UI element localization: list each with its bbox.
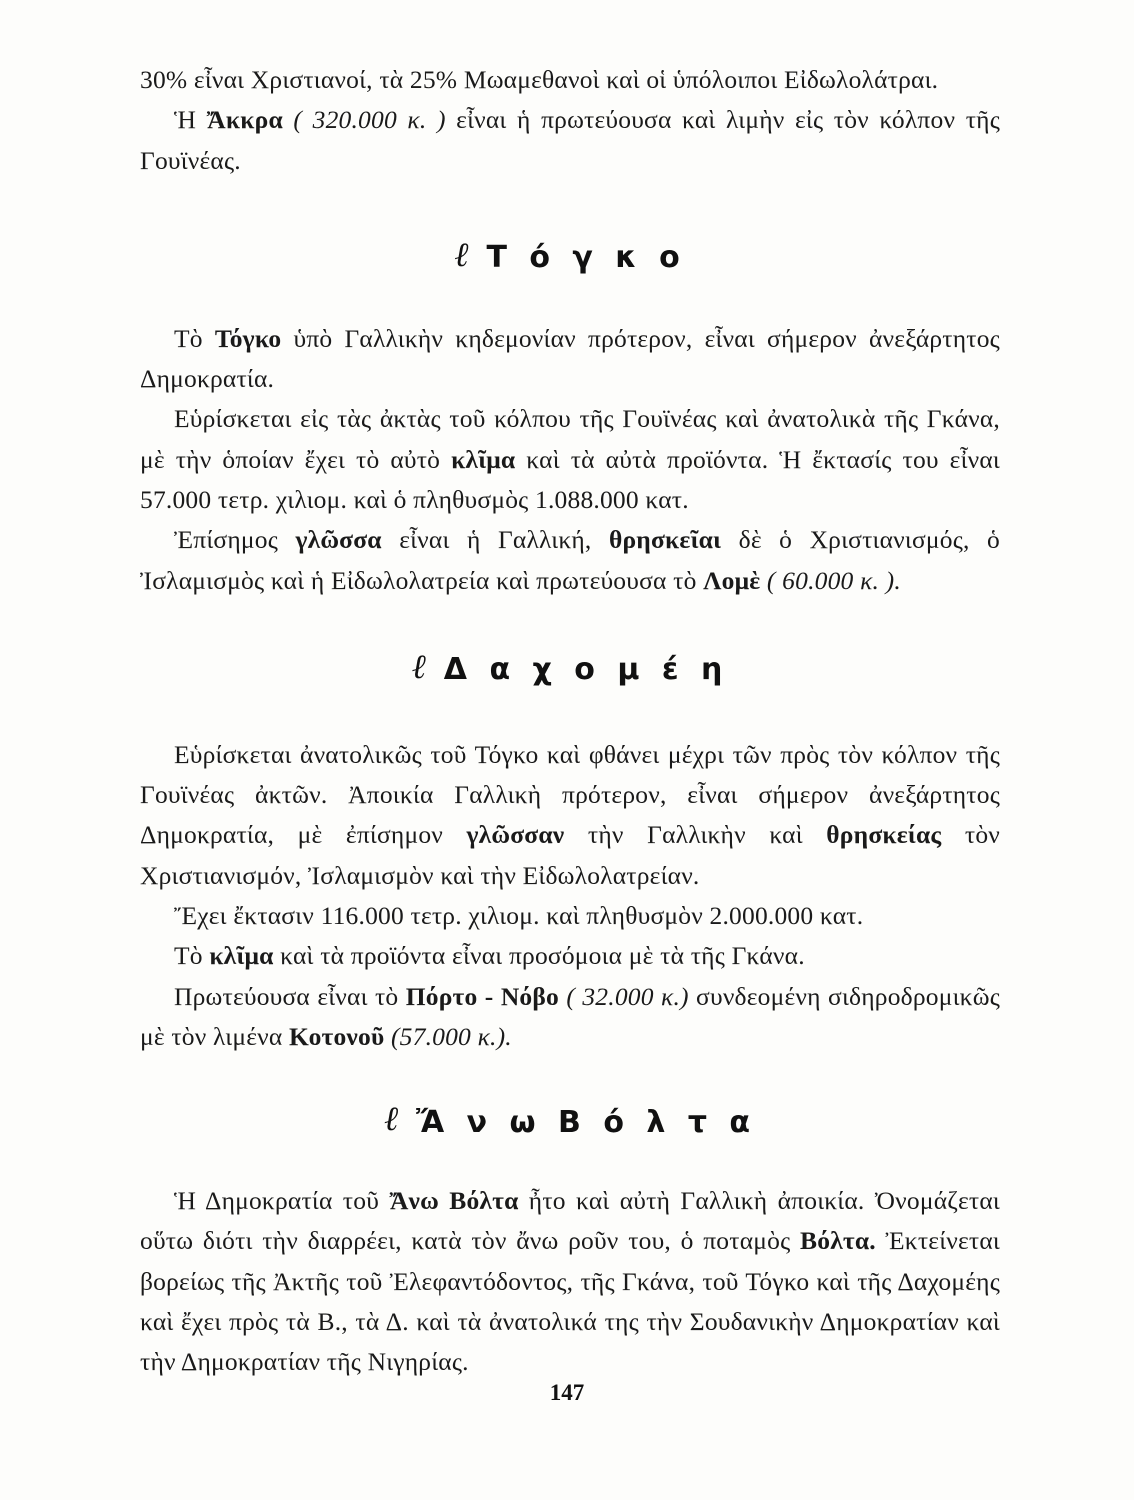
- heading-text-ano-volta: Ἄ ν ω Β ό λ τ α: [416, 1104, 757, 1140]
- intro-paragraph-1: 30% εἶναι Χριστιανοί, τὰ 25% Μωαμεθανοὶ καὶ οἱ ὑπόλοιποι Εἰδωλολάτραι.: [140, 65, 939, 94]
- flourish-icon: ℓ: [454, 236, 469, 274]
- page-content: [140, 60, 1000, 1382]
- togko-paragraph-2: Εὑρίσκεται εἰς τὰς ἀκτὰς τοῦ κόλπου τῆς Γουϊνέας καὶ ἀνατολικὰ τῆς Γκάνα, μὲ τὴν ὁποίαν ἔχει τὸ αὐτὸ κλῖμα καὶ τὰ αὐτὰ προϊόντα. Ἡ ἔκτασίς του εἶναι 57.000 τετρ. χιλιομ. καὶ ὁ πληθυσμὸς 1.088.000 κατ.: [140, 404, 1000, 514]
- dahomi-paragraph-2: Ἔχει ἔκτασιν 116.000 τετρ. χιλιομ. καὶ πληθυσμὸν 2.000.000 κατ.: [174, 900, 864, 930]
- section-heading-togko: [140, 236, 1000, 277]
- page-number: 147: [549, 1380, 585, 1405]
- dahomi-paragraph-3: Τὸ κλῖμα καὶ τὰ προϊόντα εἶναι προσόμοια μὲ τὰ τῆς Γκάνα.: [174, 941, 805, 971]
- dahomi-paragraph-4: Πρωτεύουσα εἶναι τὸ Πόρτο - Νόβο ( 32.000 κ.) συνδεομένη σιδηροδρομικῶς μὲ τὸν λιμένα Κοτονοῦ (57.000 κ.).: [140, 981, 1000, 1051]
- section-heading-dahomi: [140, 648, 1000, 689]
- dahomi-paragraph-1: Εὑρίσκεται ἀνατολικῶς τοῦ Τόγκο καὶ φθάνει μέχρι τῶν πρὸς τὸν κόλπον τῆς Γουϊνέας ἀκτῶν. Ἀποικία Γαλλικὴ πρότερον, εἶναι σήμερον ἀνεξάρτητος Δημοκρατία, μὲ ἐπίσημον γλῶσσαν τὴν Γαλλικὴν καὶ θρησκείας τὸν Χριστιανισμόν, Ἰσλαμισμὸν καὶ τὴν Εἰδωλολατρείαν.: [140, 739, 1000, 890]
- flourish-icon: ℓ: [411, 648, 426, 686]
- togko-paragraph-1: Τὸ Τόγκο ὑπὸ Γαλλικὴν κηδεμονίαν πρότερον, εἶναι σήμερον ἀνεξάρτητος Δημοκρατία.: [140, 323, 1000, 394]
- togko-paragraph-3: Ἐπίσημος γλῶσσα εἶναι ἡ Γαλλική, θρησκεῖαι δὲ ὁ Χριστιανισμός, ὁ Ἰσλαμισμὸς καὶ ἡ Εἰδωλολατρεία καὶ πρωτεύουσα τὸ Λομὲ ( 60.000 κ. ).: [140, 525, 1001, 595]
- heading-text-togko: Τ ό γ κ ο: [486, 240, 686, 276]
- section-heading-ano-volta: [140, 1103, 1000, 1141]
- heading-text-dahomi: Δ α χ ο μ έ η: [443, 652, 729, 688]
- flourish-icon: ℓ: [383, 1101, 399, 1139]
- intro-paragraph-2: Ἡ Ἄκκρα ( 320.000 κ. ) εἶναι ἡ πρωτεύουσα καὶ λιμὴν εἰς τὸν κόλπον τῆς Γουϊνέας.: [140, 105, 1000, 175]
- ano-volta-paragraph-1: Ἡ Δημοκρατία τοῦ Ἄνω Βόλτα ἦτο καὶ αὐτὴ Γαλλικὴ ἀποικία. Ὀνομάζεται οὕτω διότι τὴν διαρρέει, κατὰ τὸν ἄνω ροῦν του, ὁ ποταμὸς Βόλτα. Ἐκτείνεται βορείως τῆς Ἀκτῆς τοῦ Ἐλεφαντόδοντος, τῆς Γκάνα, τοῦ Τόγκο καὶ τῆς Δαχομέης καὶ ἔχει πρὸς τὰ Β., τὰ Δ. καὶ τὰ ἀνατολικά της τὴν Σουδανικὴν Δημοκρατίαν καὶ τὴν Δημοκρατίαν τῆς Νιγηρίας.: [140, 1186, 1000, 1377]
